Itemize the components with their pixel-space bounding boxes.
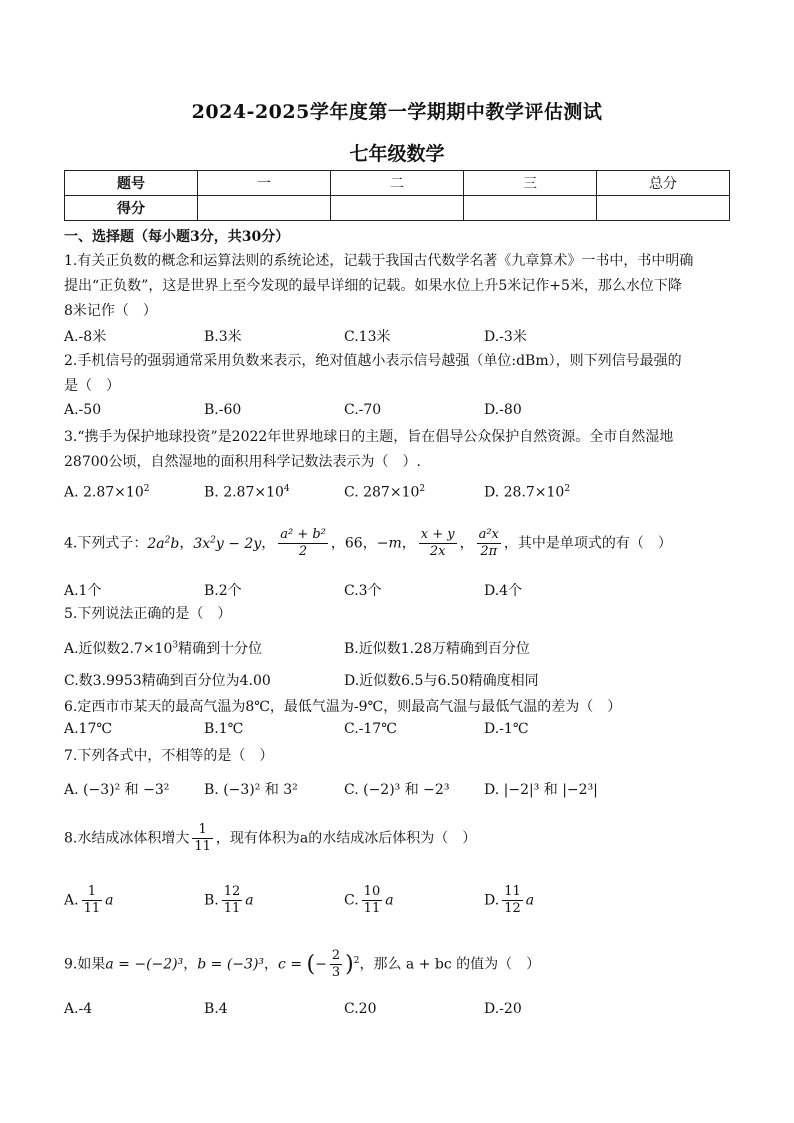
q4-prefix: 4.下列式子： (64, 535, 148, 552)
q4-option-b: B.2个 (204, 583, 242, 599)
q8-option-b (204, 884, 254, 917)
q1-text: 1.有关正负数的概念和运算法则的系统论述，记载于我国古代数学名著《九章算术》一书中，书中明确 (64, 253, 694, 269)
q4-fraction-3 (477, 527, 501, 560)
q4-option-c: C.3个 (344, 583, 382, 599)
q3-text: 3.“携手为保护地球投资”是2022年世界地球日的主题，旨在倡导公众保护自然资源。全市自然湿地 (64, 429, 674, 445)
q8-option-b-frac (222, 884, 243, 917)
q8-option-a-label: A. (64, 892, 79, 909)
q8-option-a-frac (82, 884, 103, 917)
q8-option-a (64, 884, 113, 917)
q7-option-d: D. |−2|³ 和 |−2³| (484, 782, 598, 798)
q1-option-c: C.13米 (344, 329, 391, 345)
q7-text: 7.下列各式中，不相等的是（ ） (64, 748, 274, 764)
q9-b-expr: b = (−3)³ (197, 956, 265, 973)
q3-option-a-exp: 2 (143, 484, 150, 494)
q3-option-d-exp: 2 (564, 484, 571, 494)
q9-pre: 9.如果 (64, 956, 106, 973)
q4-expr-2-exp: 2 (210, 534, 216, 545)
q9-right-paren: ) (345, 952, 354, 977)
q4-option-d: D.4个 (484, 583, 523, 599)
q2-option-d: D.-80 (484, 402, 522, 418)
q9-option-a: A.-4 (64, 1001, 93, 1017)
q9-c-num: 2 (331, 948, 341, 963)
q8-option-d-var: a (525, 892, 535, 909)
q8-option-d-num: 11 (504, 884, 521, 899)
q8-option-d-frac (502, 884, 523, 917)
q5-option-a-post: 精确到十分位 (178, 641, 263, 657)
q3-option-a-text: A. 2.87×10 (64, 484, 144, 501)
q5-text: 5.下列说法正确的是（ ） (64, 606, 232, 622)
q8-option-c-var: a (385, 892, 394, 909)
q8-option-b-var: a (245, 892, 254, 909)
q4-expr-3: 66 (344, 535, 363, 552)
q4-fraction-1-num: a² + b² (280, 527, 326, 542)
q5-option-d: D.近似数6.5与6.50精确度相同 (344, 673, 539, 689)
q6-text: 6.定西市市某天的最高气温为8℃，最低气温为-9℃，则最高气温与最低气温的差为（ ） (64, 699, 622, 715)
q4-expr-1-exp: 2 (164, 534, 171, 545)
q1-option-d: D.-3米 (484, 329, 527, 345)
score-cell[interactable] (331, 196, 464, 221)
q5-option-a-exp: 3 (172, 640, 179, 651)
q3-option-a (64, 484, 149, 501)
q3-option-c (344, 484, 425, 501)
q8-fraction (192, 822, 213, 855)
q4-fraction-1 (278, 527, 328, 560)
q2-option-b: B.-60 (204, 402, 242, 418)
q3-option-c-exp: 2 (419, 484, 426, 494)
q8-option-a-den: 11 (83, 901, 101, 916)
q7-option-c: C. (−2)³ 和 −2³ (344, 782, 450, 798)
score-header-cell: 三 (464, 171, 597, 196)
q4-fraction-2-num: x + y (420, 527, 455, 542)
q9-option-b: B.4 (204, 1001, 228, 1017)
q8-text (64, 822, 476, 855)
q4-option-a: A.1个 (64, 583, 102, 599)
exam-title: 2024-2025学年度第一学期期中教学评估测试 (191, 101, 603, 123)
q3-option-b-text: B. 2.87×10 (204, 484, 284, 501)
q2-text: 是（ ） (64, 378, 120, 394)
score-header-row (65, 171, 730, 196)
q8-option-d-label: D. (484, 892, 500, 909)
q8-option-c-den: 11 (363, 901, 381, 916)
q4-expr-2-base: 3x (193, 535, 211, 552)
q8-option-a-num: 1 (82, 884, 103, 901)
q3-option-d (484, 484, 570, 501)
score-cell[interactable] (597, 196, 730, 221)
q1-option-b: B.3米 (204, 329, 242, 345)
q6-option-b: B.1℃ (204, 721, 244, 737)
q3-option-b (204, 484, 290, 501)
score-header-cell: 总分 (597, 171, 730, 196)
q8-option-c-frac (362, 884, 383, 917)
q9-c-exp: 2 (353, 955, 360, 966)
q8-option-d (484, 884, 534, 917)
q8-option-b-den: 11 (223, 901, 241, 916)
q8-option-b-label: B. (204, 892, 219, 909)
q3-option-c-text: C. 287×10 (344, 484, 420, 501)
q8-option-d-den: 12 (504, 901, 521, 916)
q2-option-a: A.-50 (64, 402, 102, 418)
q7-option-a: A. (−3)² 和 −3² (64, 782, 170, 798)
q8-fraction-num: 1 (192, 822, 213, 839)
q9-a-expr: a = −(−2)³ (105, 956, 184, 973)
q9-post: ，那么 a + bc 的值为（ ） (359, 956, 541, 973)
score-header-cell: 二 (331, 171, 464, 196)
q2-option-c: C.-70 (344, 402, 382, 418)
q4-fraction-2-den: 2x (429, 544, 446, 559)
q5-option-a-pre: A.近似数 (64, 641, 121, 657)
score-cell[interactable] (464, 196, 597, 221)
score-row (65, 196, 730, 221)
q4-expr-4: −m (376, 535, 402, 552)
q4-expr-2 (193, 536, 261, 552)
q4-fraction-3-den: 2π (480, 544, 498, 559)
q5-option-a-num: 2.7×10 (120, 641, 173, 657)
q4-text: 4.下列式子：$2a^2b$，$3x^2y - 2y$， $\frac{\text{a² + b²}}{2}$ ，66，−m， $\frac{x + y}{2x}$ ， $\frac{\text{a²x}}{2\pi}$ ，其中是单项式的有（ ） (64, 527, 672, 559)
q4-fraction-2 (419, 527, 457, 560)
q9-option-c: C.20 (344, 1001, 377, 1017)
q6-option-c: C.-17℃ (344, 721, 397, 737)
q5-option-c: C.数3.9953精确到百分位为4.00 (64, 673, 271, 689)
q8-option-b-num: 12 (223, 884, 241, 899)
q5-option-b: B.近似数1.28万精确到百分位 (344, 641, 530, 657)
exam-subtitle: 七年级数学 (349, 143, 445, 165)
score-cell[interactable] (198, 196, 331, 221)
q5-option-a (64, 638, 262, 658)
q8-option-c-num: 10 (363, 884, 381, 899)
q8-post: ，现有体积为a的水结成冰后体积为（ ） (215, 830, 477, 847)
q8-fraction-den: 11 (194, 839, 211, 854)
q8-option-c-label: C. (344, 892, 359, 909)
q3-text: 28700公顷，自然湿地的面积用科学记数法表示为（ ）. (64, 454, 421, 470)
q4-suffix: ，其中是单项式的有（ ） (503, 535, 672, 552)
score-table (64, 170, 730, 221)
q9-left-paren: ( (306, 952, 316, 977)
q4-expr-1-base: 2a (147, 535, 165, 552)
q1-text: 提出“正负数”，这是世界上至今发现的最早详细的记载。如果水位上升5米记作+5米，那么水位下降 (64, 278, 682, 294)
score-header-cell: 题号 (65, 171, 198, 196)
q9-c-pre: c = (278, 956, 303, 973)
q6-option-a: A.17℃ (64, 721, 113, 737)
q8-option-c (344, 884, 394, 917)
q8-pre: 8.水结成冰体积增大 (64, 830, 190, 847)
q9-c-den: 3 (331, 965, 341, 980)
score-header-cell: 一 (198, 171, 331, 196)
q6-option-d: D.-1℃ (484, 721, 529, 737)
q9-text: 9.如果a = −(−2)³，b = (−3)³，c = (− $\frac{2}{3}$ )$^2$，那么 a + bc 的值为（ ） (64, 948, 541, 980)
q4-fraction-3-num: a²x (478, 527, 499, 542)
section-heading: 一、选择题（每小题3分，共30分） (64, 229, 290, 245)
q9-c-fraction (330, 948, 342, 981)
q7-option-b: B. (−3)² 和 3² (204, 782, 298, 798)
q8-option-a-var: a (105, 892, 114, 909)
q4-fraction-1-den: 2 (298, 544, 308, 559)
q1-option-a: A.-8米 (64, 329, 107, 345)
q1-text: 8米记作（ ） (64, 303, 157, 319)
q2-text: 2.手机信号的强弱通常采用负数来表示，绝对值越小表示信号越强（单位:dBm），则下列信号最强的 (64, 353, 682, 369)
q4-expr-1-tail: b (170, 535, 180, 552)
q3-option-d-text: D. 28.7×10 (484, 484, 565, 501)
score-row-label: 得分 (65, 196, 198, 221)
q4-expr-2-tail: y − 2y (215, 535, 262, 552)
q4-expr-1 (147, 536, 179, 552)
q9-option-d: D.-20 (484, 1001, 522, 1017)
q3-option-b-exp: 4 (283, 484, 290, 494)
